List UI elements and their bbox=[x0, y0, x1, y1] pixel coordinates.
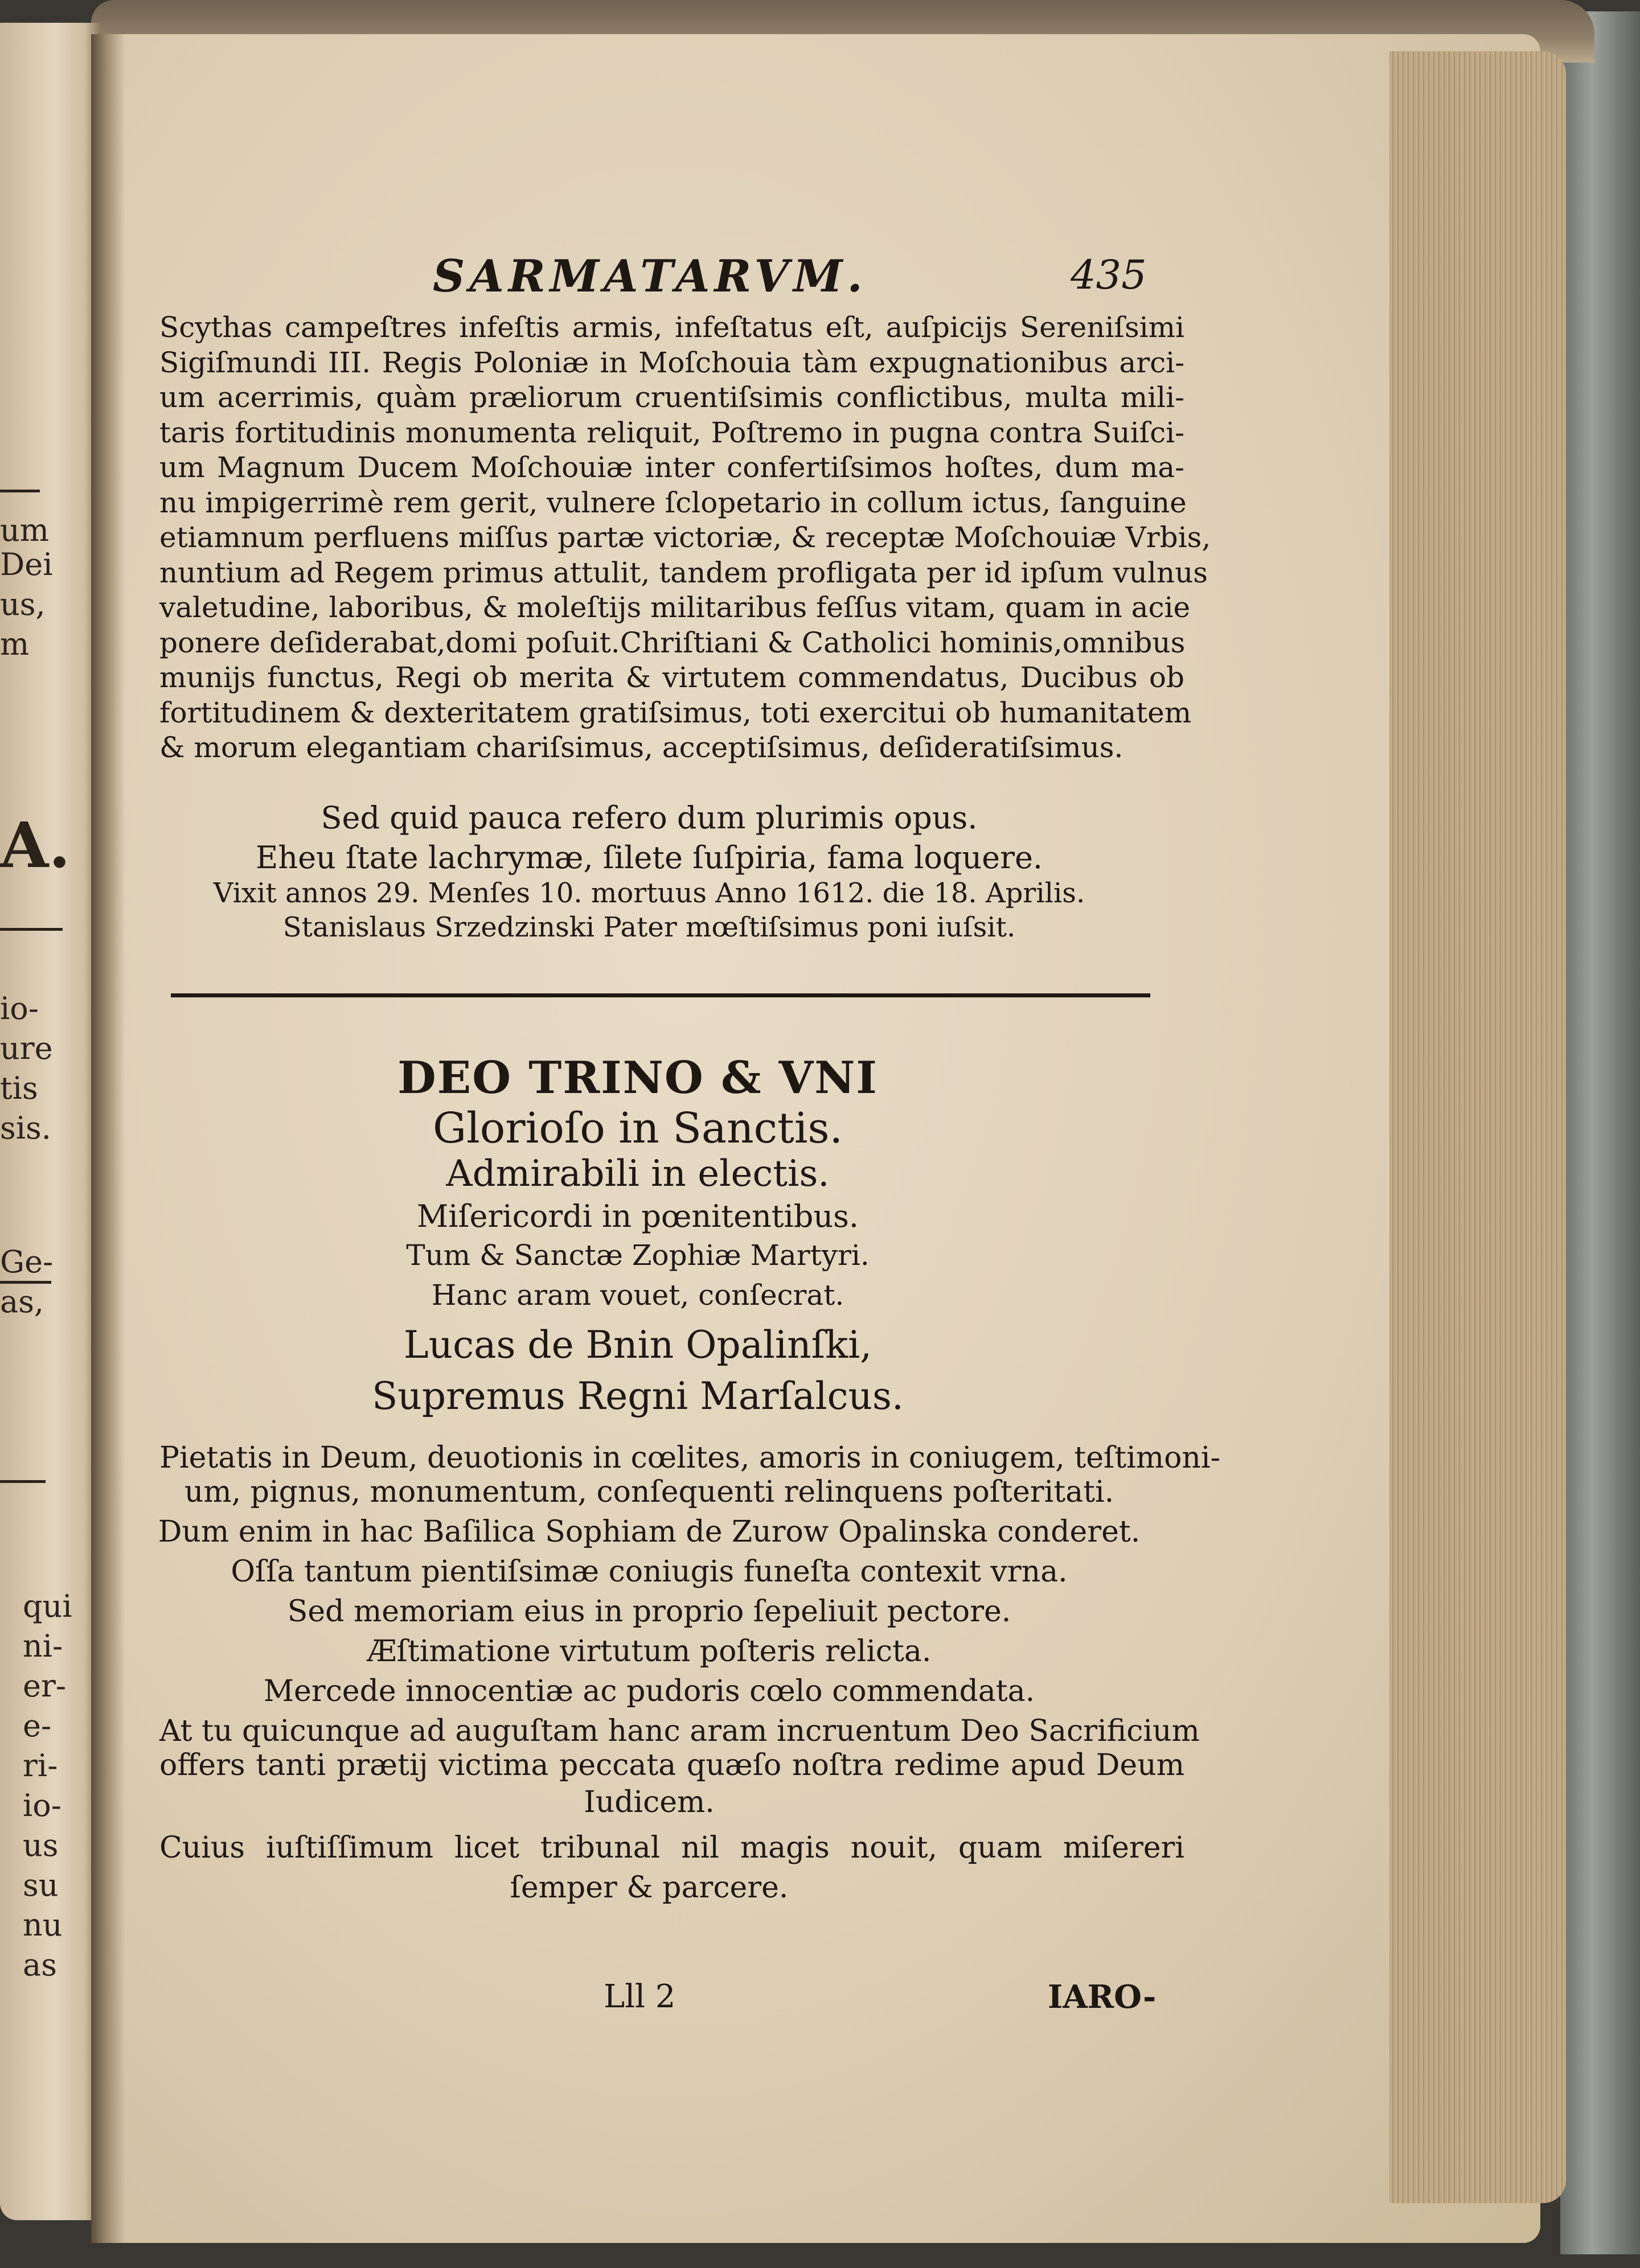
epitaph-1-closing-line: Vixit annos 29. Menſes 10. mortuus Anno 1612. die 18. Aprilis. bbox=[213, 877, 1085, 909]
epitaph-1-line: etiamnum perfluens miſſus partæ victoriæ, & receptæ Moſchouiæ Vrbis, bbox=[159, 521, 1211, 554]
left-page-fragment: us bbox=[23, 1827, 59, 1863]
left-page-fragment: tis bbox=[0, 1070, 38, 1106]
left-page-fragment: Ge- bbox=[0, 1244, 54, 1280]
epitaph-2-body-line: Dum enim in hac Baſilica Sophiam de Zurow Opalinska conderet. bbox=[158, 1515, 1141, 1549]
epitaph-1-line: taris fortitudinis monumenta reliquit, Poſtremo in pugna contra Suiſci- bbox=[159, 416, 1184, 449]
gutter-shadow bbox=[91, 34, 125, 2243]
left-page-fragment: io- bbox=[23, 1788, 62, 1823]
left-page-fragment: Dei bbox=[0, 547, 53, 582]
epitaph-1-line: Sigiſmundi III. Regis Poloniæ in Moſchouia tàm expugnationibus arci- bbox=[159, 346, 1184, 379]
fore-edge-pages bbox=[1389, 51, 1566, 2203]
epitaph-2-body-line: Æſtimatione virtutum poſteris relicta. bbox=[367, 1634, 932, 1669]
left-page-fragment: us, bbox=[0, 586, 46, 622]
running-title: SARMATARVM. bbox=[433, 250, 867, 302]
epitaph-2-body-line: Mercede innocentiæ ac pudoris cœlo commendata. bbox=[263, 1674, 1035, 1708]
left-page-rule bbox=[0, 1480, 46, 1483]
left-page-fragment: m bbox=[0, 626, 30, 662]
epitaph-2-title-line: DEO TRINO & VNI bbox=[397, 1052, 878, 1104]
epitaph-1-line: ponere deſiderabat,domi poſuit.Chriſtiani & Catholici hominis,omnibus bbox=[159, 626, 1186, 659]
epitaph-2-body-line: At tu quicunque ad auguſtam hanc aram incruentum Deo Sacrificium bbox=[159, 1714, 1200, 1748]
left-page-fragment: as, bbox=[0, 1284, 44, 1320]
epitaph-2-title-line: Supremus Regni Marſalcus. bbox=[372, 1374, 904, 1418]
epitaph-1-closing-line: Eheu ſtate lachrymæ, ſilete ſuſpiria, fama loquere. bbox=[255, 840, 1043, 876]
left-page-fragment: er- bbox=[23, 1668, 67, 1704]
left-page-fragment: sis. bbox=[0, 1110, 51, 1146]
left-page-rule bbox=[0, 490, 40, 492]
epitaph-2-body-line: Pietatis in Deum, deuotionis in cœlites, amoris in coniugem, teſtimoni- bbox=[159, 1441, 1221, 1475]
section-divider-rule bbox=[171, 993, 1150, 997]
left-page-fragment: ni- bbox=[23, 1628, 63, 1664]
epitaph-2-title-line: Miſericordi in pœnitentibus. bbox=[416, 1198, 859, 1234]
left-page-fragment: A. bbox=[0, 808, 71, 882]
epitaph-1-line: nuntium ad Regem primus attulit, tandem profligata per id ipſum vulnus bbox=[159, 556, 1208, 589]
epitaph-1-closing-line: Stanislaus Srzedzinski Pater mœſtiſsimus poni iuſsit. bbox=[282, 911, 1016, 943]
epitaph-2-body-line: Cuius iuſtiſſimum licet tribunal nil magis nouit, quam miſereri bbox=[159, 1831, 1184, 1865]
epitaph-1-line: fortitudinem & dexteritatem gratiſsimus, toti exercitui ob humanitatem bbox=[159, 696, 1192, 729]
epitaph-2-body-line: offers tanti prætij victima peccata quæſo noſtra redime apud Deum bbox=[159, 1748, 1184, 1782]
page-text-block bbox=[158, 239, 1221, 2095]
epitaph-1-line: um acerrimis, quàm præliorum cruentiſsimis conflictibus, multa mili- bbox=[159, 381, 1184, 414]
epitaph-1-line: nu impigerrimè rem gerit, vulnere ſclopetario in collum ictus, ſanguine bbox=[159, 486, 1187, 519]
book-cover-edge bbox=[1560, 11, 1640, 2254]
epitaph-2-body-line: um, pignus, monumentum, conſequenti relinquens poſteritati. bbox=[184, 1475, 1114, 1509]
epitaph-2-title-line: Tum & Sanctæ Zophiæ Martyri. bbox=[406, 1239, 870, 1272]
signature-mark: Lll 2 bbox=[604, 1978, 676, 2015]
epitaph-1-line: Scythas campeſtres infeſtis armis, infeſtatus eſt, auſpicijs Sereniſsimi bbox=[159, 311, 1184, 344]
catchword: IARO- bbox=[1048, 1978, 1157, 2016]
left-page-fragment: qui bbox=[23, 1588, 72, 1624]
left-page-fragment: su bbox=[23, 1867, 59, 1903]
left-page-fragment: e- bbox=[23, 1708, 52, 1744]
left-page-rule bbox=[0, 928, 63, 931]
epitaph-1-line: valetudine, laboribus, & moleſtijs militaribus feſſus vitam, quam in acie bbox=[159, 591, 1191, 624]
left-page bbox=[0, 23, 100, 2220]
left-page-fragment: ri- bbox=[23, 1748, 58, 1784]
epitaph-1-line: um Magnum Ducem Moſchouiæ inter confertiſsimos hoſtes, dum ma- bbox=[159, 451, 1184, 484]
epitaph-1-closing-line: Sed quid pauca refero dum plurimis opus. bbox=[321, 800, 978, 836]
epitaph-2-title-line: Admirabili in electis. bbox=[446, 1153, 830, 1195]
epitaph-2-body-line: Oſſa tantum pientiſsimæ coniugis funeſta contexit vrna. bbox=[231, 1555, 1068, 1589]
left-page-fragment: ure bbox=[0, 1030, 53, 1066]
left-page-fragment: as bbox=[23, 1947, 57, 1983]
epitaph-2-body-line: Iudicem. bbox=[584, 1785, 715, 1819]
page-number: 435 bbox=[1071, 252, 1147, 298]
left-page-text-fragments bbox=[0, 23, 100, 2220]
epitaph-2-title-line: Lucas de Bnin Opalinſki, bbox=[403, 1323, 872, 1367]
epitaph-1-line: munijs functus, Regi ob merita & virtutem commendatus, Ducibus ob bbox=[159, 661, 1184, 694]
epitaph-2-body-line: Sed memoriam eius in proprio ſepeliuit pectore. bbox=[287, 1595, 1011, 1629]
left-page-fragment: um bbox=[0, 512, 49, 548]
epitaph-2-title-line: Glorioſo in Sanctis. bbox=[432, 1104, 843, 1153]
left-page-rule bbox=[0, 1281, 51, 1284]
epitaph-2-title-line: Hanc aram vouet, conſecrat. bbox=[431, 1279, 844, 1312]
left-page-fragment: io- bbox=[0, 991, 39, 1026]
epitaph-1-line: & morum elegantiam chariſsimus, acceptiſsimus, deſideratiſsimus. bbox=[159, 731, 1124, 764]
epitaph-2-body-line: ſemper & parcere. bbox=[510, 1871, 789, 1905]
left-page-fragment: nu bbox=[23, 1907, 63, 1943]
